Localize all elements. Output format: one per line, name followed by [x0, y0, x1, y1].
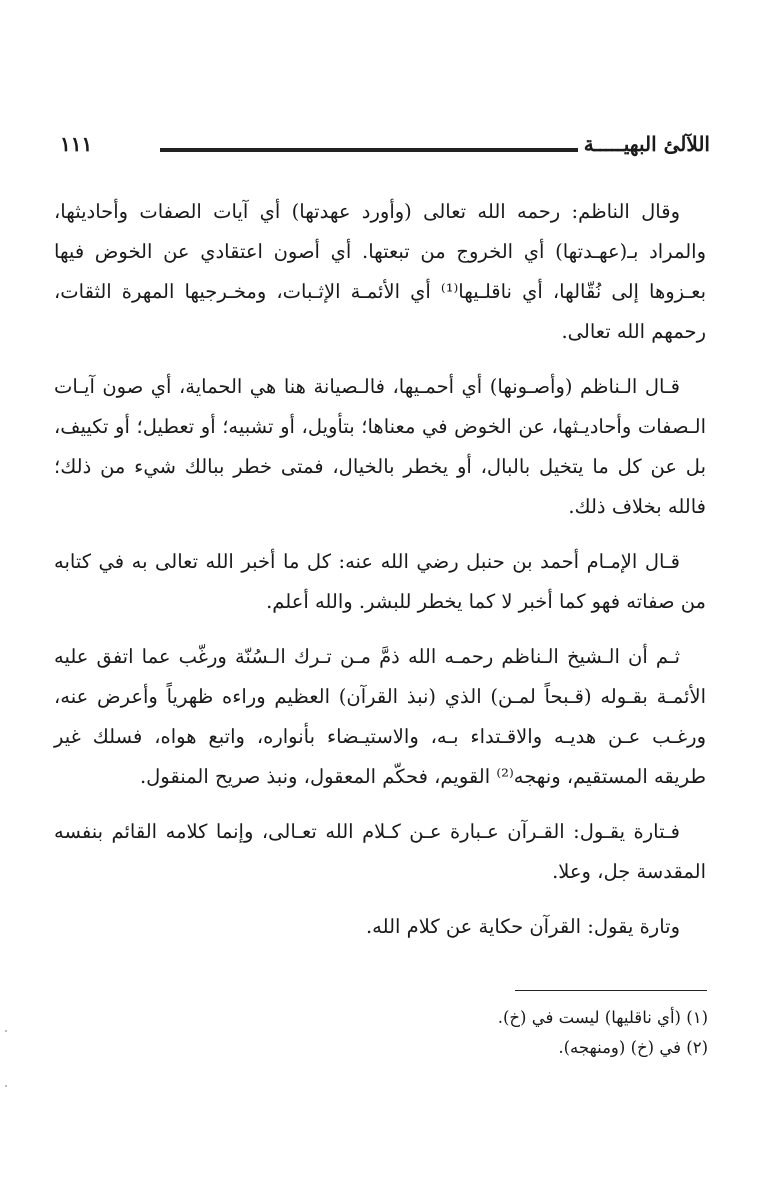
- paragraph: ثـم أن الـشيخ الـناظم رحمـه الله ذمَّ مـن تـرك الـسُنّة ورغّب عما اتفق عليه الأئمـة بقـوله (قـبحاً لمـن) الذي (نبذ القرآن) العظيم وراءه ظهرياً وأعرض عنه، ورغـب عـن هديـه والاقـتداء بـه، والاستيـضاء بأنواره، واتبع هواه، فسلك غير طريقه المستقيم، ونهجه⁽²⁾ القويم، فحكّم المعقول، ونبذ صريح المنقول.: [54, 645, 706, 788]
- page-number: ١١١: [60, 132, 93, 156]
- paragraph: قـال الـناظم (وأصـونها) أي أحمـيها، فالـصيانة هنا هي الحماية، أي صون آيـات الـصفات وأحاديـثها، عن الخوض في معناها؛ بتأويل، أو تشبيه؛ أو تعطيل؛ أو تكييف، بل عن كل ما يتخيل بالبال، أو يخطر بالخيال، فمتى خطر ببالك شيء من ذلك؛ فالله بخلاف ذلك.: [54, 375, 706, 518]
- footnote: (٢) في (خ) (ومنهجه).: [558, 1038, 708, 1057]
- paragraph: فـتارة يقـول: القـرآن عـبارة عـن كـلام الله تعـالى، وإنما كلامه القائم بنفسه المقدسة جل، وعلا.: [54, 820, 706, 883]
- footnote: (١) (أي ناقليها) ليست في (خ).: [497, 1008, 708, 1027]
- header-rule: [160, 148, 578, 152]
- scan-speck: [5, 1030, 7, 1032]
- paragraph: وتارة يقول: القرآن حكاية عن كلام الله.: [365, 915, 680, 938]
- paragraph: قـال الإمـام أحمد بن حنبل رضي الله عنه: كل ما أخبر الله تعالى به في كتابه من صفاته فهو كما أخبر لا كما يخطر للبشر. والله أعلم.: [54, 550, 706, 613]
- paragraph: وقال الناظم: رحمه الله تعالى (وأورد عهدتها) أي آيات الصفات وأحاديثها، والمراد بـ(عهـدتها) أي الخروج من تبعتها. أي أصون اعتقادي عن الخوض فيها بعـزوها إلى نُقّالها، أي ناقلـيها⁽¹⁾ أي الأئمـة الإثـبات، ومخـرجيها المهرة الثقات، رحمهم الله تعالى.: [54, 200, 706, 343]
- book-title: اللآلئ البهيـــــة: [583, 132, 710, 156]
- running-header: [60, 132, 710, 166]
- scan-speck: [5, 1085, 7, 1087]
- main-text: [54, 192, 706, 962]
- footnote-separator: [515, 990, 707, 991]
- footnotes: [300, 1003, 708, 1063]
